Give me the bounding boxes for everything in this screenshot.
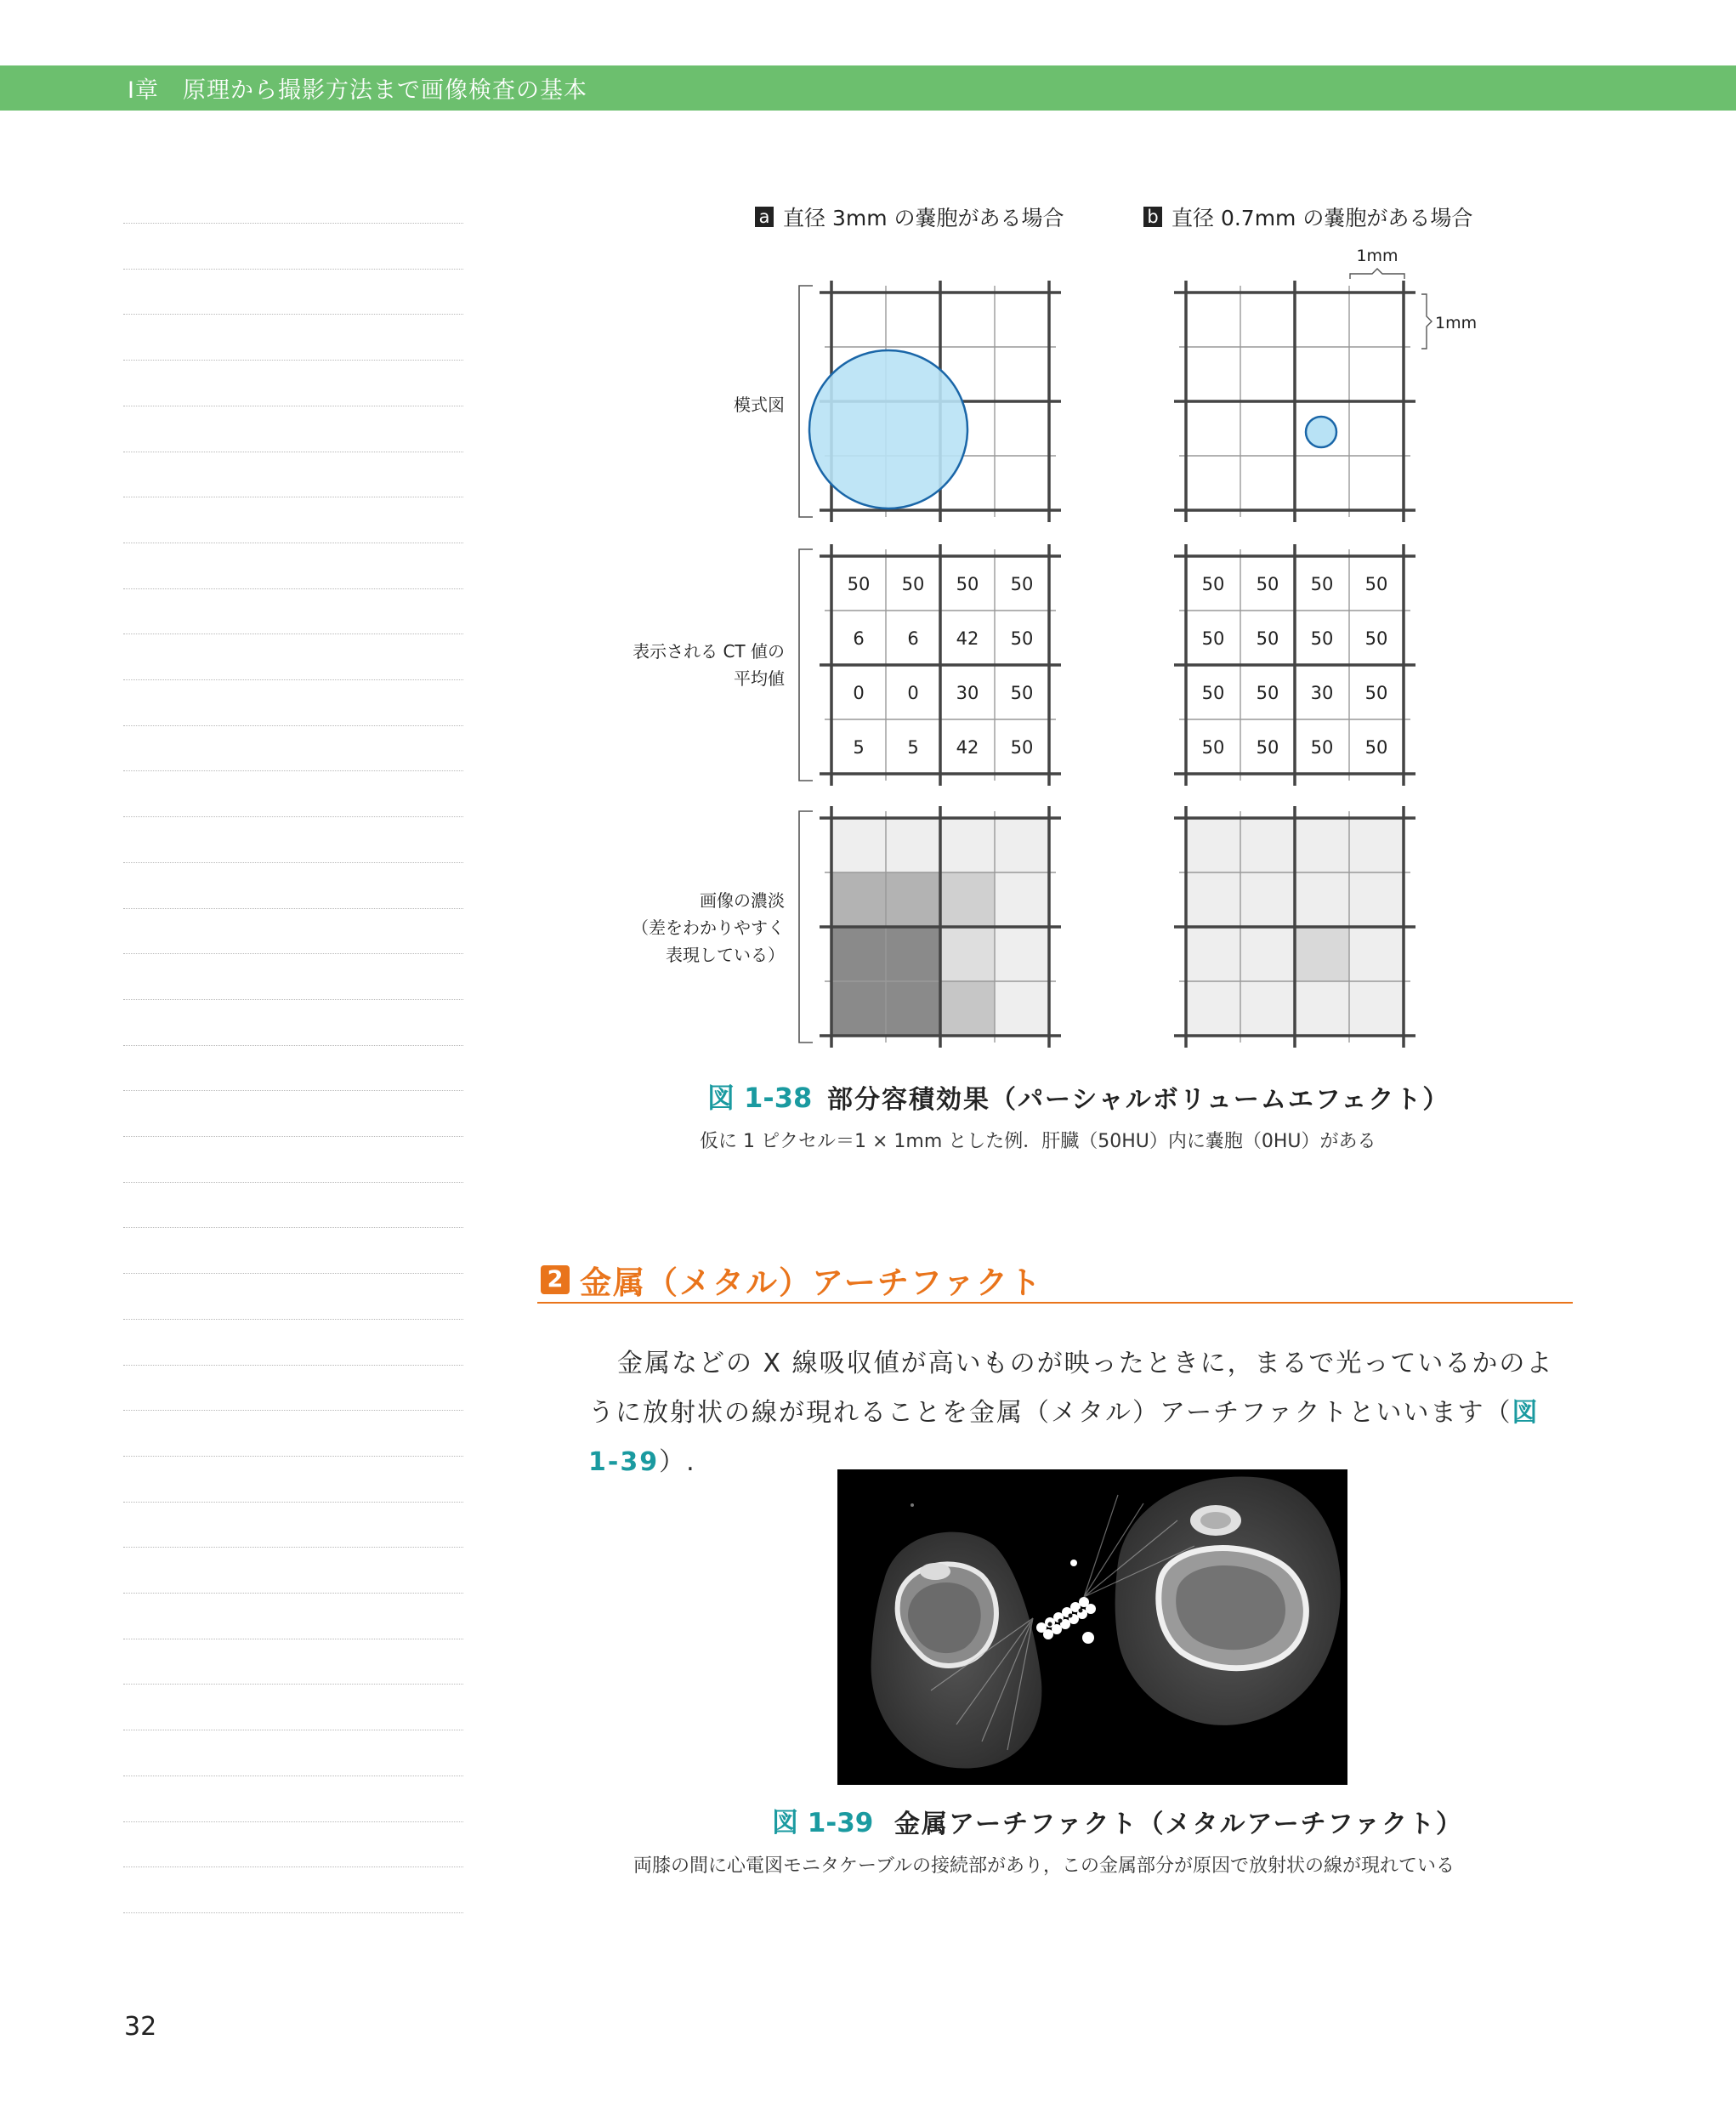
density-cell-a [940,818,995,872]
density-cell-b [1295,818,1349,872]
ct-value-b: 50 [1256,628,1279,649]
ct-value-a: 50 [901,574,925,594]
chapter-header: Ⅰ章 原理から撮影方法まで画像検査の基本 [128,77,587,104]
panel-b-title: 直径 0.7mm の嚢胞がある場合 [1172,206,1473,230]
row-label-schematic: 模式図 [734,395,785,415]
figure-1-39-title: 金属アーチファクト（メタルアーチファクト） [894,1810,1463,1839]
paragraph-text: 金属などの X 線吸収値が高いものが映ったときに，まるで光っているかのように放射状の線が現れることを金属（メタル）アーチファクトといいます（ [588,1349,1554,1428]
scale-side-label: 1mm [1435,314,1478,332]
row-label-density-line1: 画像の濃淡 [700,890,785,911]
density-cell-b [1240,927,1295,981]
ct-value-b: 50 [1364,737,1388,758]
density-cell-a [995,818,1049,872]
note-line [123,1593,463,1594]
row-label-ct-line1: 表示される CT 値の [633,641,785,662]
figure-1-39-note: 両膝の間に心電図モニタケーブルの接続部があり，この金属部分が原因で放射状の線が現れている [633,1855,1455,1877]
note-line [123,1410,463,1411]
note-line [123,1821,463,1822]
note-line [123,1912,463,1913]
row-label-density-line3: 表現している） [666,945,785,965]
ct-value-b: 50 [1310,574,1334,594]
density-cell-a [886,927,940,981]
density-cell-b [1186,981,1240,1036]
density-cell-a [886,872,940,927]
density-cell-a [886,818,940,872]
ct-value-b: 50 [1201,683,1225,703]
scale-top-label: 1mm [1356,247,1398,265]
cyst-3mm [809,350,967,509]
density-cell-a [831,981,886,1036]
density-cell-a [831,818,886,872]
row-label-ct-line2: 平均値 [734,668,785,689]
note-line [123,1502,463,1503]
density-cell-b [1186,872,1240,927]
figure-1-38-number: 図 1-38 [707,1082,813,1114]
note-line [123,1684,463,1685]
figure-1-38-note: 仮に 1 ピクセル＝1 × 1mm とした例．肝臓（50HU）内に嚢胞（0HU）がある [700,1131,1376,1152]
ct-value-a: 42 [956,628,979,649]
ct-value-b: 50 [1310,737,1334,758]
row-bracket [799,811,813,1043]
density-cell-b [1295,981,1349,1036]
ct-value-a: 50 [1010,683,1034,703]
section-title: 金属（メタル）アーチファクト [580,1264,1043,1301]
density-cell-a [940,981,995,1036]
density-cell-b [1186,927,1240,981]
ct-value-a: 5 [907,737,919,758]
density-cell-b [1349,927,1404,981]
ct-value-b: 50 [1256,574,1279,594]
section-number-badge: 2 [541,1265,570,1294]
density-cell-b [1349,872,1404,927]
density-cell-a [886,981,940,1036]
density-cell-b [1349,818,1404,872]
note-line [123,1547,463,1548]
ct-value-a: 50 [1010,628,1034,649]
density-cell-b [1186,818,1240,872]
density-cell-b [1295,927,1349,981]
ct-value-a: 5 [853,737,865,758]
ct-value-b: 50 [1310,628,1334,649]
figure-1-38-title: 部分容積効果（パーシャルボリュームエフェクト） [827,1085,1450,1115]
ct-value-a: 6 [907,628,919,649]
ct-value-b: 50 [1201,737,1225,758]
row-bracket [799,286,813,517]
density-cell-a [940,927,995,981]
density-cell-a [995,872,1049,927]
ct-value-b: 50 [1364,628,1388,649]
figure-1-39-number: 図 1-39 [772,1808,874,1838]
density-cell-b [1240,818,1295,872]
ct-value-a: 50 [1010,737,1034,758]
ct-value-a: 42 [956,737,979,758]
density-cell-a [995,981,1049,1036]
ct-value-a: 0 [907,683,919,703]
note-line [123,1866,463,1867]
ct-value-a: 50 [1010,574,1034,594]
panel-b-badge: b [1147,207,1159,227]
paragraph-end: ）. [659,1447,696,1477]
figure-1-39-reference[interactable]: 図 1-39 [588,1398,1540,1477]
note-line [123,1456,463,1457]
ct-value-b: 50 [1256,683,1279,703]
section-underline [537,1302,1573,1304]
density-cell-a [995,927,1049,981]
ct-value-b: 30 [1310,683,1334,703]
note-line [123,1365,463,1366]
cyst-0-7mm [1306,417,1336,447]
ct-value-b: 50 [1364,574,1388,594]
ct-knee-drawing [837,1469,1347,1785]
density-cell-b [1295,872,1349,927]
density-cell-b [1349,981,1404,1036]
note-line [123,1273,463,1274]
row-label-density-line2: （差をわかりやすく [632,918,785,938]
ct-value-a: 0 [853,683,865,703]
panel-a-title: 直径 3mm の嚢胞がある場合 [783,206,1064,230]
ct-value-b: 50 [1364,683,1388,703]
ct-value-a: 30 [956,683,979,703]
scale-side-brace [1421,294,1432,349]
ct-value-a: 50 [956,574,979,594]
page-number: 32 [124,2012,157,2042]
density-cell-a [831,872,886,927]
ct-value-a: 50 [847,574,871,594]
scale-top-brace [1350,269,1404,279]
density-cell-b [1240,872,1295,927]
ct-value-a: 6 [853,628,865,649]
note-line [123,1319,463,1320]
ct-value-b: 50 [1201,628,1225,649]
ct-value-b: 50 [1256,737,1279,758]
density-cell-a [831,927,886,981]
ct-knee-image [837,1469,1347,1785]
density-cell-a [940,872,995,927]
panel-a-badge: a [758,207,770,227]
note-line [123,1227,463,1228]
body-paragraph [588,1339,1574,1487]
density-cell-b [1240,981,1295,1036]
ct-value-b: 50 [1201,574,1225,594]
row-bracket [799,549,813,781]
